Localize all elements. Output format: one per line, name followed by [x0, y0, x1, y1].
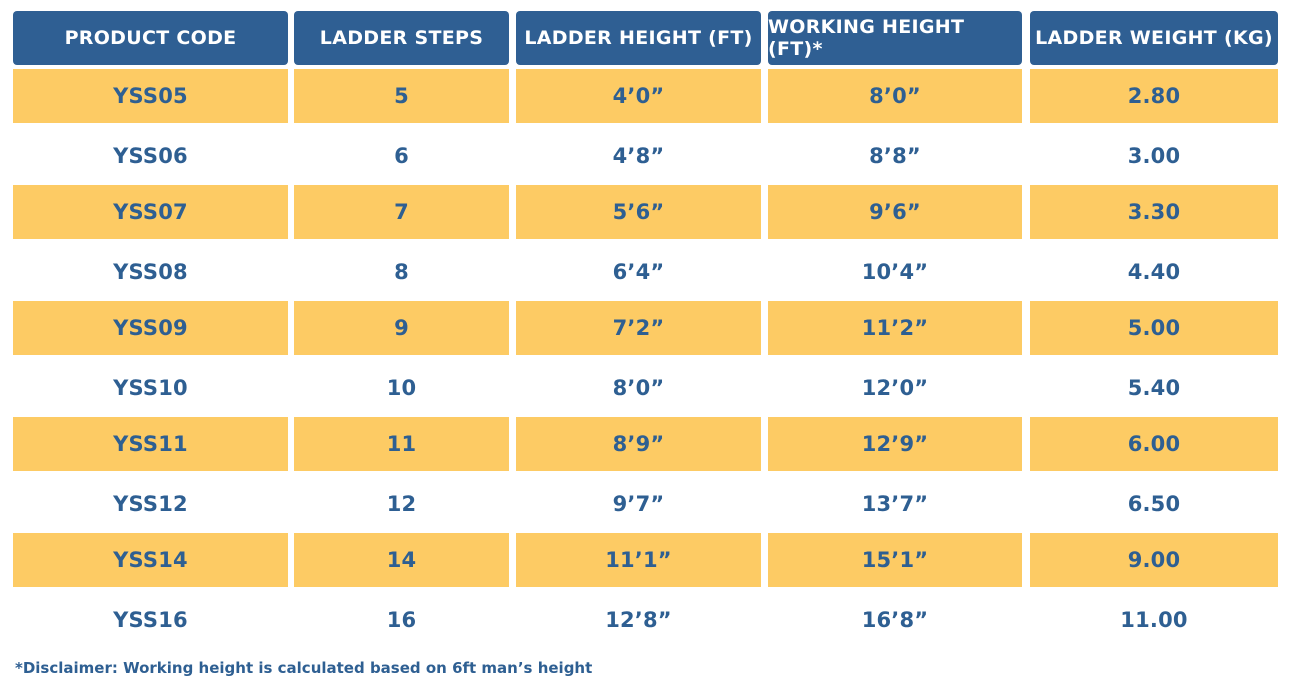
header-product-code: PRODUCT CODE — [13, 11, 288, 65]
ladder-height-cell: 12’8” — [605, 608, 672, 632]
ladder-height-cell: 11’1” — [516, 533, 761, 587]
working-height-cell: 8’0” — [768, 69, 1022, 123]
product-code-cell: YSS06 — [113, 144, 188, 168]
table-row — [13, 243, 1278, 301]
ladder-steps-cell: 12 — [386, 492, 417, 516]
header-ladder-weight: LADDER WEIGHT (KG) — [1030, 11, 1278, 65]
ladder-height-cell: 8’9” — [516, 417, 761, 471]
working-height-cell: 10’4” — [861, 260, 929, 284]
table-row — [13, 417, 1278, 475]
table-row — [13, 533, 1278, 591]
header-ladder-steps: LADDER STEPS — [294, 11, 509, 65]
product-code-cell: YSS12 — [113, 492, 188, 516]
ladder-weight-cell: 11.00 — [1120, 608, 1188, 632]
ladder-weight-cell: 9.00 — [1030, 533, 1278, 587]
product-code-cell: YSS11 — [13, 417, 288, 471]
ladder-height-cell: 4’0” — [516, 69, 761, 123]
ladder-height-cell: 7’2” — [516, 301, 761, 355]
table-row — [13, 475, 1278, 533]
ladder-weight-cell: 3.30 — [1030, 185, 1278, 239]
working-height-cell: 16’8” — [861, 608, 929, 632]
ladder-weight-cell: 5.00 — [1030, 301, 1278, 355]
ladder-weight-cell: 6.50 — [1127, 492, 1181, 516]
table-header-row — [13, 11, 1278, 65]
product-code-cell: YSS05 — [13, 69, 288, 123]
table-row — [13, 69, 1278, 127]
ladder-steps-cell: 5 — [294, 69, 509, 123]
ladder-steps-cell: 6 — [394, 144, 409, 168]
header-ladder-height: LADDER HEIGHT (FT) — [516, 11, 761, 65]
table-row — [13, 127, 1278, 185]
ladder-weight-cell: 2.80 — [1030, 69, 1278, 123]
header-working-height: WORKING HEIGHT (FT)* — [768, 11, 1022, 65]
ladder-steps-cell: 10 — [386, 376, 417, 400]
ladder-steps-cell: 8 — [394, 260, 409, 284]
ladder-steps-cell: 14 — [294, 533, 509, 587]
working-height-cell: 15’1” — [768, 533, 1022, 587]
ladder-steps-cell: 7 — [294, 185, 509, 239]
ladder-weight-cell: 5.40 — [1127, 376, 1181, 400]
product-code-cell: YSS10 — [113, 376, 188, 400]
ladder-weight-cell: 6.00 — [1030, 417, 1278, 471]
working-height-cell: 9’6” — [768, 185, 1022, 239]
product-code-cell: YSS09 — [13, 301, 288, 355]
ladder-steps-cell: 9 — [294, 301, 509, 355]
table-row — [13, 301, 1278, 359]
ladder-weight-cell: 4.40 — [1127, 260, 1181, 284]
disclaimer-note: *Disclaimer: Working height is calculated based on 6ft man’s height — [15, 659, 593, 677]
product-code-cell: YSS08 — [113, 260, 188, 284]
working-height-cell: 8’8” — [869, 144, 921, 168]
ladder-weight-cell: 3.00 — [1127, 144, 1181, 168]
ladder-height-cell: 9’7” — [612, 492, 665, 516]
table-row — [13, 359, 1278, 417]
ladder-spec-table — [13, 11, 1278, 649]
working-height-cell: 11’2” — [768, 301, 1022, 355]
table-row — [13, 591, 1278, 649]
working-height-cell: 13’7” — [861, 492, 929, 516]
ladder-height-cell: 8’0” — [612, 376, 665, 400]
ladder-height-cell: 6’4” — [612, 260, 665, 284]
table-row — [13, 185, 1278, 243]
ladder-height-cell: 5’6” — [516, 185, 761, 239]
working-height-cell: 12’0” — [861, 376, 929, 400]
ladder-steps-cell: 16 — [386, 608, 417, 632]
product-code-cell: YSS14 — [13, 533, 288, 587]
product-code-cell: YSS16 — [113, 608, 188, 632]
working-height-cell: 12’9” — [768, 417, 1022, 471]
product-code-cell: YSS07 — [13, 185, 288, 239]
ladder-height-cell: 4’8” — [612, 144, 665, 168]
ladder-steps-cell: 11 — [294, 417, 509, 471]
